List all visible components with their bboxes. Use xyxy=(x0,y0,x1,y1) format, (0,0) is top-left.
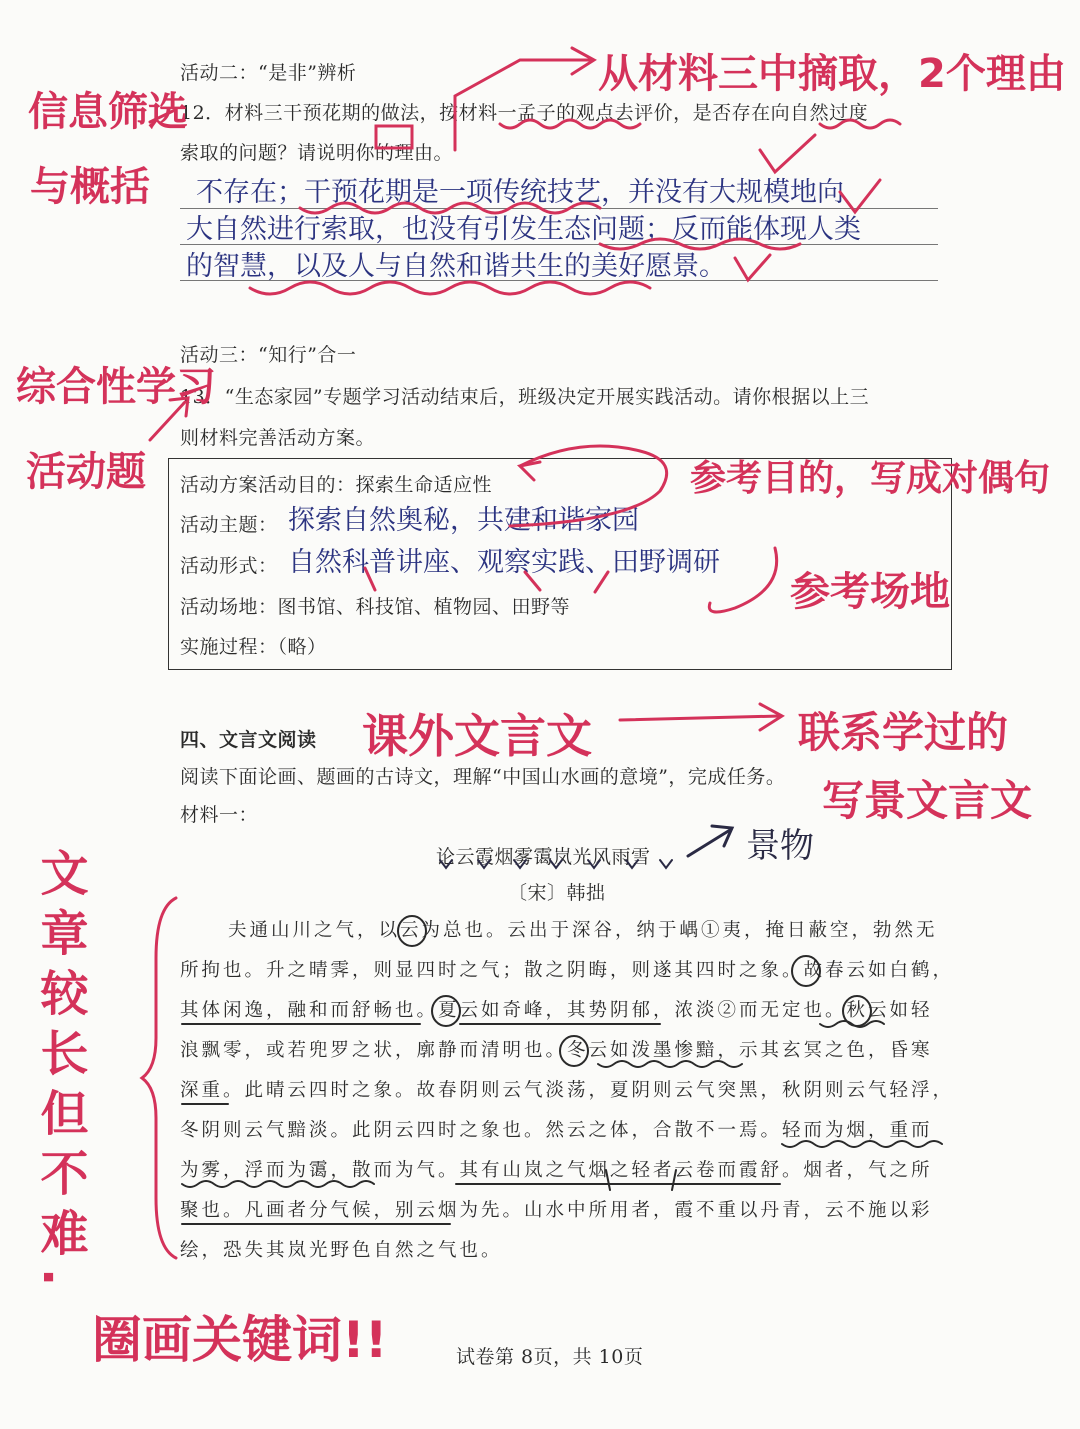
note-link-learned: 联系学过的 xyxy=(798,708,1009,757)
brace-icon xyxy=(142,898,176,1258)
poem-title: 论云霞烟雾霭岚光风雨雪 xyxy=(436,846,651,868)
plan-theme-label: 活动主题： xyxy=(180,514,278,536)
answer-12-line3: 的智慧，以及人与自然和谐共生的美好愿景。 xyxy=(186,251,726,282)
section4-intro: 阅读下面论画、题画的古诗文，理解“中国山水画的意境”，完成任务。 xyxy=(180,766,786,788)
note-info-filter: 信息筛选 xyxy=(28,89,188,135)
wavy-underline-icon xyxy=(250,282,650,294)
note-summarize: 与概括 xyxy=(30,164,150,210)
plan-theme-answer: 探索自然奥秘，共建和谐家园 xyxy=(288,505,639,536)
plan-venue-label: 活动场地： xyxy=(180,596,278,618)
arrowhead-icon xyxy=(572,48,594,74)
question-13-line1: 13．“生态家园”专题学习活动结束后，班级决定开展实践活动。请你根据以上三 xyxy=(180,386,870,408)
note-scenery: 景物 xyxy=(746,826,814,866)
note-extracurricular: 课外文言文 xyxy=(362,709,592,763)
material-label: 材料一： xyxy=(180,804,259,826)
check-mark-icon xyxy=(735,255,770,280)
arrowhead-icon xyxy=(712,826,732,846)
note-comprehensive: 综合性学习 xyxy=(16,364,216,410)
plan-venue-value: 图书馆、科技馆、植物园、田野等 xyxy=(277,596,571,618)
note-activity-question: 活动题 xyxy=(26,449,146,495)
plan-process-value: （略） xyxy=(277,636,327,658)
note-long-but-easy: 文章较长但不难. xyxy=(32,848,88,1299)
plan-form-answer: 自然科普讲座、观察实践、田野调研 xyxy=(288,547,720,578)
passage-line-1: 夫通山川之气，以云为总也。云出于深谷，纳于嵎①夷，掩日蔽空，勃然无 xyxy=(228,920,938,941)
activity3-heading: 活动三：“知行”合一 xyxy=(180,344,357,366)
answer-12-line1: 不存在；干预花期是一项传统技艺，并没有大规模地向 xyxy=(196,177,844,208)
note-top-right: 从材料三中摘取，2个理由 xyxy=(598,51,1066,97)
passage-line-6: 冬阴则云气黯淡。此阴云四时之象也。然云之体，合散不一焉。轻而为烟，重而 xyxy=(180,1120,933,1141)
passage-line-9: 绘，恐失其岚光野色自然之气也。 xyxy=(180,1240,503,1261)
note-venue-hint: 参考场地 xyxy=(790,569,950,615)
plan-goal xyxy=(180,470,492,497)
question-12-line1: 12．材料三干预花期的做法，按材料一孟子的观点去评价，是否存在向自然过度 xyxy=(180,102,869,124)
passage-line-4: 浪飘零，或若兜罗之状，廓静而清明也。冬云如泼墨惨黯，示其玄冥之色，昏寒 xyxy=(180,1040,933,1061)
question-13-line2: 则材料完善活动方案。 xyxy=(180,427,376,449)
plan-process xyxy=(180,632,327,659)
plan-form-label: 活动形式： xyxy=(180,555,278,577)
section4-heading: 四、文言文阅读 xyxy=(180,729,317,751)
activity2-heading: 活动二：“是非”辨析 xyxy=(180,62,357,84)
page-footer: 试卷第 8页，共 10页 xyxy=(456,1346,644,1368)
passage-line-5: 深重。此晴云四时之象。故春阴则云气淡荡，夏阴则云气突黑，秋阴则云气轻浮， xyxy=(180,1080,955,1101)
note-circle-keywords: 圈画关键词!! xyxy=(92,1311,388,1369)
long-arrow-icon xyxy=(620,716,780,720)
passage-line-8: 聚也。凡画者分气候，别云烟为先。山水中所用者，霞不重以丹青，云不施以彩 xyxy=(180,1200,933,1221)
arrow-icon xyxy=(688,830,730,856)
plan-process-label: 实施过程： xyxy=(180,636,278,658)
note-scenery-prose: 写景文言文 xyxy=(822,776,1033,825)
passage-line-7: 为雾，浮而为霭，散而为气。其有山岚之气烟之轻者云卷而霞舒。烟者，气之所 xyxy=(180,1160,933,1181)
plan-goal-label: 活动方案活动目的： xyxy=(180,474,356,496)
poem-author: 〔宋〕韩拙 xyxy=(508,882,606,904)
question-12-line2: 索取的问题？请说明你的理由。 xyxy=(180,142,454,164)
passage-line-3: 其体闲逸，融和而舒畅也。夏云如奇峰，其势阴郁，浓淡②而无定也。秋云如轻 xyxy=(180,1000,933,1021)
plan-venue xyxy=(180,592,570,619)
passage-line-2: 所拘也。升之晴霁，则显四时之气；散之阴晦，则遂其四时之象。故春云如白鹤， xyxy=(180,960,955,981)
plan-goal-value: 探索生命适应性 xyxy=(355,474,493,496)
arrowhead-icon xyxy=(760,704,782,730)
answer-12-line2: 大自然进行索取，也没有引发生态问题；反而能体现人类 xyxy=(186,214,861,245)
note-goal-hint: 参考目的，写成对偶句 xyxy=(690,458,1051,499)
check-mark-icon xyxy=(760,135,815,172)
